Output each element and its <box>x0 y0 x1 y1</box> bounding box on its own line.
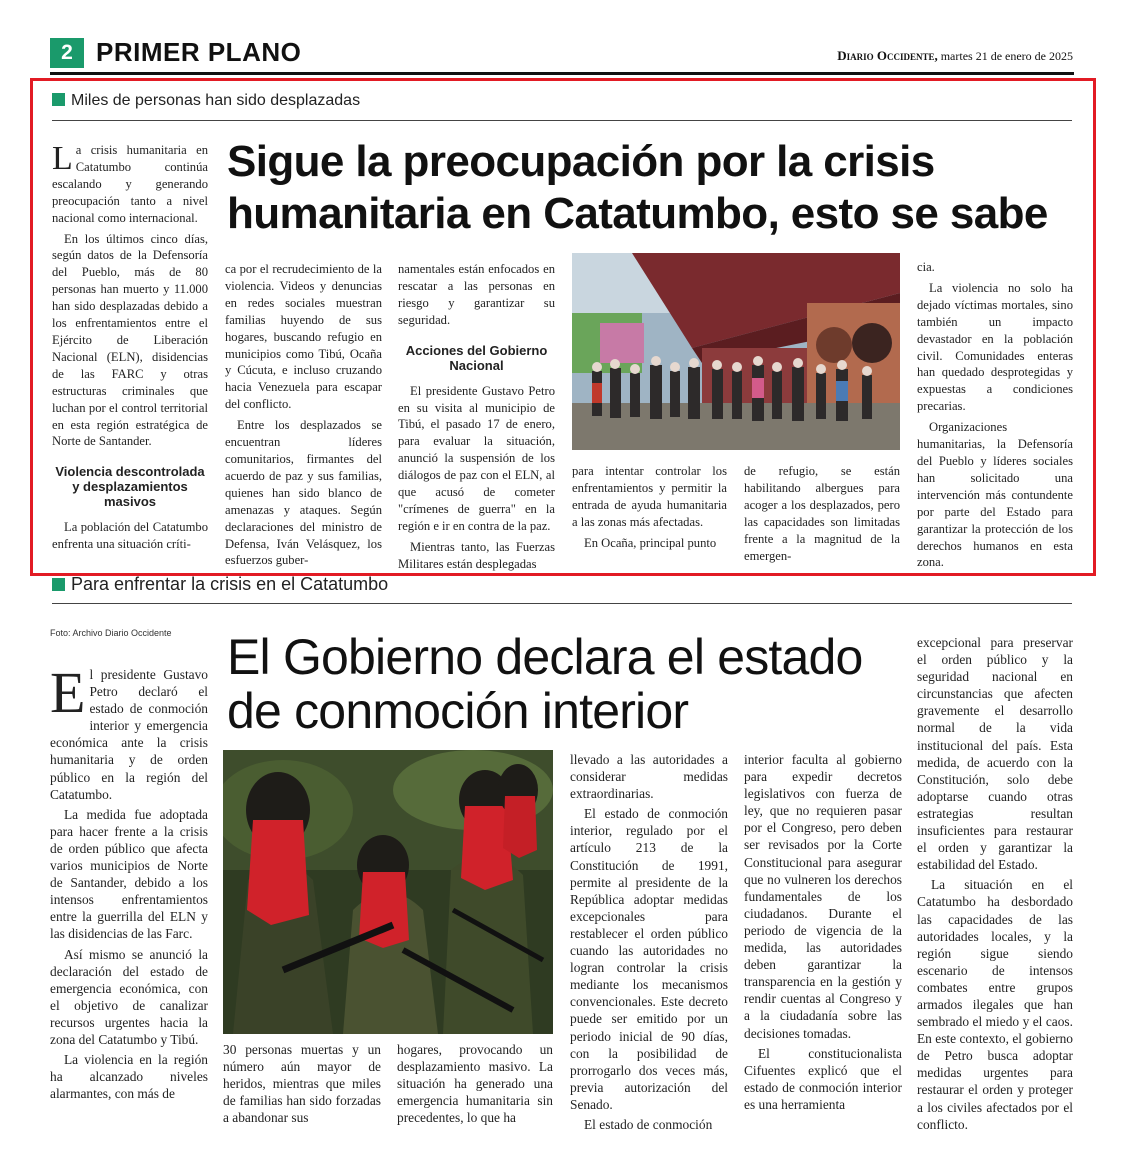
paragraph: excepcional para preservar el orden público y la seguridad nacional en circunstancias que afecten gravemente el desarrollo normal de la vida institucional del país. Esta medida, de acuerdo con la Constitución, solo debe adoptarse cuando otras estrategias resultan insuficientes para restaurar el orden y garantizar la estabilidad del Estado. <box>917 635 1073 873</box>
paragraph: El constitucionalista Cifuentes explicó que el estado de conmoción interior es una herramienta <box>744 1045 902 1112</box>
paragraph: a crisis humanitaria en Catatumbo continúa escalando y generando preocupación tanto a nivel nacional como internacional. <box>52 143 208 225</box>
article1-column-3 <box>398 261 555 577</box>
paragraph: l presidente Gustavo Petro declaró el estado de conmoción interior y emergencia económica ante la crisis humanitaria y de orden público en la región del Catatumbo. <box>50 667 208 802</box>
photo-credit: Foto: Archivo Diario Occidente <box>50 628 172 638</box>
article1-kicker <box>52 92 360 110</box>
article1-kicker-text: Miles de personas han sido desplazadas <box>71 92 361 109</box>
paragraph: para intentar controlar los enfrentamientos y permitir la entrada de ayuda humanitaria a las zonas más afectadas. <box>572 464 727 529</box>
paper-name: Diario Occidente, <box>837 48 938 63</box>
paragraph: La población del Catatumbo enfrenta una situación críti- <box>52 520 208 552</box>
drop-cap: E <box>50 660 86 725</box>
paragraph: En los últimos cinco días, según datos de la Defensoría del Pueblo, más de 80 personas han muerto y 11.000 han sido desplazadas debido a los enfrentamientos entre el Ejército de Liberación Nacional (ELN), disidencias de las FARC y otras estructuras criminales que luchan por el control territorial en esta región estratégica de Norte de Santander. <box>52 231 208 449</box>
paragraph: Entre los desplazados se encuentran líderes comunitarios, firmantes del acuerdo de paz y sus familias, quienes han sido blanco de amenazas y ataques. Según declaraciones del ministro de Defensa, Iván Velásquez, los esfuerzos guber- <box>225 418 382 568</box>
paragraph: El estado de conmoción <box>584 1116 713 1132</box>
article1-column-1 <box>52 142 208 557</box>
article2-headline: El Gobierno declara el estado de conmoción interior <box>227 629 863 739</box>
masthead <box>837 48 1073 64</box>
article1-column-2 <box>225 261 382 573</box>
paragraph: Así mismo se anunció la declaración del estado de emergencia económica, con el objetivo de canalizar recursos urgentes hacia la zona del Catatumbo y Tibú. <box>50 946 208 1047</box>
paragraph: El presidente Gustavo Petro en su visita al municipio de Tibú, el pasado 17 de enero, para evaluar la situación, anunció la suspensión de los diálogos de paz con el ELN, al que acusó de cometer "crímenes de guerra" en la región e ir en contra de la paz. <box>398 383 555 533</box>
paragraph: hogares, provocando un desplazamiento masivo. La situación ha generado una emergencia humanitaria sin precedentes, lo que ha <box>397 1042 553 1126</box>
article1-column-6 <box>917 259 1073 575</box>
paragraph: de refugio, se están habilitando albergues para acoger a los desplazados, pero las capacidades son limitadas frente a la magnitud de la emergen- <box>744 464 900 563</box>
article2-column-4 <box>570 751 728 1136</box>
paragraph: llevado a las autoridades a considerar medidas extraordinarias. <box>570 752 728 802</box>
article2-kicker-text: Para enfrentar la crisis en el Catatumbo <box>71 574 389 594</box>
divider <box>52 603 1072 604</box>
paragraph: La medida fue adoptada para hacer frente a la crisis de orden público que afecta varios municipios de Norte de Santander, debido a los intensos enfrentamientos entre la guerrilla del ELN y las disidencias de las Farc. <box>50 806 208 942</box>
paragraph: La violencia no solo ha dejado víctimas mortales, sino también un impacto devastador en la población civil. Comunidades enteras han quedado desprotegidas y expuestas a condiciones precarias. <box>917 280 1073 414</box>
paragraph: Mientras tanto, las Fuerzas Militares están desplegadas <box>398 539 555 571</box>
kicker-square-icon <box>52 93 65 106</box>
paragraph: interior faculta al gobierno para expedir decretos legislativos con fuerza de ley, que no requieren pasar por el Congreso, pero deben ser revisados por la Corte Constitucional para asegurar que no vulneren los derechos fundamentales de los ciudadanos. Durante el periodo de vigencia de la medida, las autoridades deben garantizar la transparencia en la gestión y rendir cuentas al Congreso y a la ciudadanía sobre las decisiones tomadas. <box>744 752 902 1041</box>
article1-column-5 <box>744 463 900 568</box>
paragraph: Organizaciones humanitarias, la Defensoría del Pueblo y líderes sociales han solicitado una intervención más contundente por parte del Estado para garantizar la protección de los derechos humanos en esta zona. <box>917 420 1073 570</box>
paragraph: ca por el recrudecimiento de la violencia. Videos y denuncias en redes sociales muestran familias huyendo de sus hogares, buscando refugio en municipios como Tibú, Ocaña y Cúcuta, e incluso cruzando hacia Venezuela para escapar del conflicto. <box>225 262 382 412</box>
article2-column-6 <box>917 634 1073 1136</box>
article1-column-4 <box>572 463 727 556</box>
crowd-photo <box>572 253 900 450</box>
article2-column-3 <box>397 1041 553 1129</box>
article2-kicker <box>52 574 388 595</box>
article2-column-2 <box>223 1041 381 1129</box>
paragraph: La situación en el Catatumbo ha desbordado las capacidades de las autoridades locales, y la región sigue siendo escenario de intensos combates entre grupos armados ilegales que han sembrado el miedo y el caos. En este contexto, el gobierno de Petro busca adoptar medidas urgentes para restaurar el orden y proteger a los civiles afectados por el conflicto. <box>917 877 1073 1132</box>
divider <box>52 120 1072 121</box>
article2-column-1 <box>50 660 208 1105</box>
subheading: Acciones del Gobierno Nacional <box>405 342 548 373</box>
page-number: 2 <box>50 38 84 68</box>
article2-column-5 <box>744 751 902 1116</box>
subheading: Violencia descontrolada y desplazamientos masivos <box>55 464 205 510</box>
paragraph: 30 personas muertas y un número aún mayor de heridos, mientras que miles de familias han sido forzadas a abandonar sus <box>223 1042 381 1126</box>
article1-headline: Sigue la preocupación por la crisis humanitaria en Catatumbo, esto se sabe <box>227 137 1048 238</box>
paragraph: En Ocaña, principal punto <box>584 535 717 550</box>
paragraph: La violencia en la región ha alcanzado niveles alarmantes, con más de <box>50 1052 208 1102</box>
section-title: PRIMER PLANO <box>96 37 302 67</box>
issue-date: martes 21 de enero de 2025 <box>940 49 1073 63</box>
fighters-photo <box>223 750 553 1034</box>
kicker-square-icon <box>52 578 65 591</box>
paragraph: cia. <box>917 260 935 274</box>
header-rule <box>50 72 1074 75</box>
drop-cap: L <box>52 140 73 177</box>
paragraph: El estado de conmoción interior, regulado por el artículo 213 de la Constitución de 1991, permite al presidente de la República adoptar medidas excepcionales para restablecer el orden público cuando las autoridades no logran controlar la crisis mediante los mecanismos convencionales. Este decreto puede ser emitido por un periodo inicial de 90 días, con la posibilidad de prorrogarlo dos veces más, previa autorización del Senado. <box>570 806 728 1112</box>
paragraph: namentales están enfocados en rescatar a las personas en riesgo y garantizar su seguridad. <box>398 262 555 327</box>
